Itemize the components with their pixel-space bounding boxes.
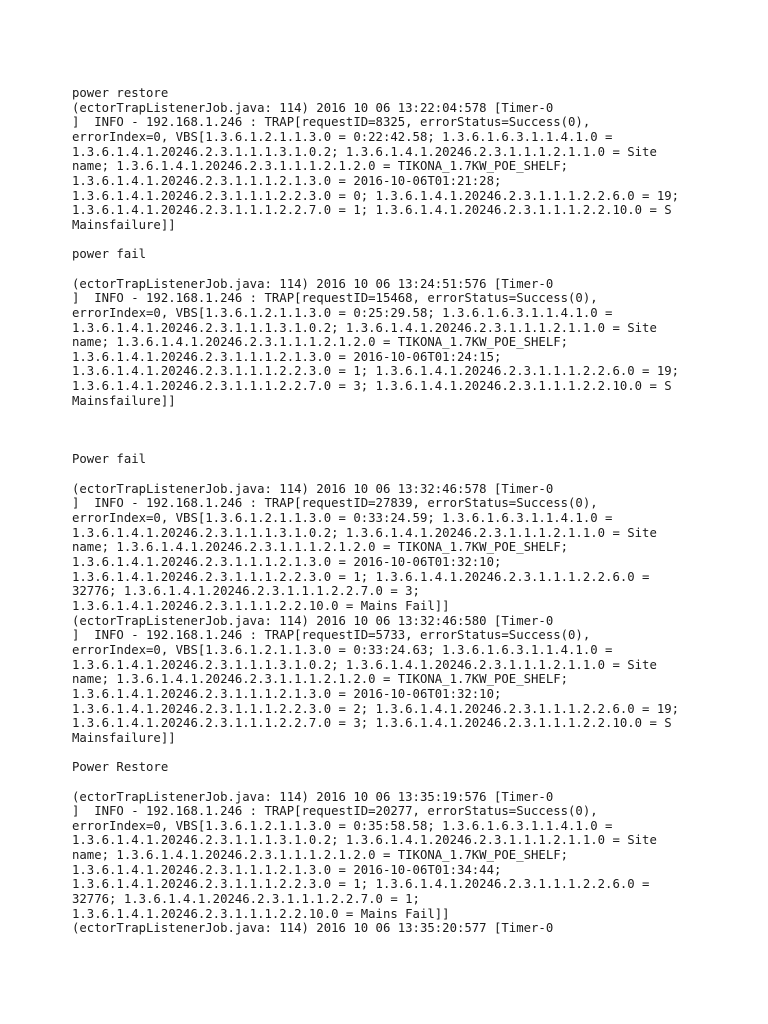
document-line: 1.3.6.1.4.1.20246.2.3.1.1.1.2.2.3.0 = 0; 1.3.6.1.4.1.20246.2.3.1.1.1.2.2.6.0 = 19; [72,188,680,203]
document-line: 1.3.6.1.4.1.20246.2.3.1.1.1.2.2.3.0 = 1; 1.3.6.1.4.1.20246.2.3.1.1.1.2.2.6.0 = [72,877,650,892]
document-line: 1.3.6.1.4.1.20246.2.3.1.1.1.2.1.3.0 = 2016-10-06T01:32:10; [72,686,502,701]
document-line: errorIndex=0, VBS[1.3.6.1.2.1.1.3.0 = 0:35:58.58; 1.3.6.1.6.3.1.1.4.1.0 = [72,818,613,833]
document-line [72,262,732,277]
document-line: name; 1.3.6.1.4.1.20246.2.3.1.1.1.2.1.2.0 = TIKONA_1.7KW_POE_SHELF; [72,335,569,350]
document-line: errorIndex=0, VBS[1.3.6.1.2.1.1.3.0 = 0:33:24.63; 1.3.6.1.6.3.1.1.4.1.0 = [72,642,613,657]
document-line: name; 1.3.6.1.4.1.20246.2.3.1.1.1.2.1.2.0 = TIKONA_1.7KW_POE_SHELF; [72,540,569,555]
document-line: Power fail [72,452,147,467]
document-line: ] INFO - 192.168.1.246 : TRAP[requestID=20277, errorStatus=Success(0), [72,804,598,819]
document-line: (ectorTrapListenerJob.java: 114) 2016 10 06 13:22:04:578 [Timer-0 [72,100,554,115]
document-line: 32776; 1.3.6.1.4.1.20246.2.3.1.1.1.2.2.7.0 = 3; [72,584,420,599]
document-line: ] INFO - 192.168.1.246 : TRAP[requestID=8325, errorStatus=Success(0), [72,115,591,130]
document-line: ] INFO - 192.168.1.246 : TRAP[requestID=27839, errorStatus=Success(0), [72,496,598,511]
document-line: 1.3.6.1.4.1.20246.2.3.1.1.1.3.1.0.2; 1.3.6.1.4.1.20246.2.3.1.1.1.2.1.1.0 = Site [72,320,657,335]
document-line: 1.3.6.1.4.1.20246.2.3.1.1.1.2.2.3.0 = 1; 1.3.6.1.4.1.20246.2.3.1.1.1.2.2.6.0 = 19; [72,364,680,379]
document-line: Mainsfailure]] [72,217,176,232]
document-line: power fail [72,247,147,262]
document-body [72,86,732,936]
document-line: name; 1.3.6.1.4.1.20246.2.3.1.1.1.2.1.2.0 = TIKONA_1.7KW_POE_SHELF; [72,159,569,174]
document-line: 1.3.6.1.4.1.20246.2.3.1.1.1.2.2.10.0 = Mains Fail]] [72,906,450,921]
document-line [72,423,732,438]
document-line: 1.3.6.1.4.1.20246.2.3.1.1.1.2.2.7.0 = 1; 1.3.6.1.4.1.20246.2.3.1.1.1.2.2.10.0 = S [72,203,672,218]
document-line: power restore [72,86,169,100]
document-line: name; 1.3.6.1.4.1.20246.2.3.1.1.1.2.1.2.0 = TIKONA_1.7KW_POE_SHELF; [72,672,569,687]
document-line: 1.3.6.1.4.1.20246.2.3.1.1.1.3.1.0.2; 1.3.6.1.4.1.20246.2.3.1.1.1.2.1.1.0 = Site [72,525,657,540]
document-line: Mainsfailure]] [72,730,176,745]
document-line [72,467,732,482]
document-line: ] INFO - 192.168.1.246 : TRAP[requestID=15468, errorStatus=Success(0), [72,291,598,306]
document-line: 1.3.6.1.4.1.20246.2.3.1.1.1.3.1.0.2; 1.3.6.1.4.1.20246.2.3.1.1.1.2.1.1.0 = Site [72,833,657,848]
document-line: ] INFO - 192.168.1.246 : TRAP[requestID=5733, errorStatus=Success(0), [72,628,591,643]
document-line: 1.3.6.1.4.1.20246.2.3.1.1.1.2.2.10.0 = Mains Fail]] [72,598,450,613]
document-line [72,775,732,790]
document-line: 32776; 1.3.6.1.4.1.20246.2.3.1.1.1.2.2.7.0 = 1; [72,892,420,907]
document-line: (ectorTrapListenerJob.java: 114) 2016 10 06 13:32:46:578 [Timer-0 [72,481,554,496]
document-line: (ectorTrapListenerJob.java: 114) 2016 10 06 13:35:19:576 [Timer-0 [72,789,554,804]
document-line: (ectorTrapListenerJob.java: 114) 2016 10 06 13:24:51:576 [Timer-0 [72,276,554,291]
document-line: 1.3.6.1.4.1.20246.2.3.1.1.1.2.1.3.0 = 2016-10-06T01:24:15; [72,349,502,364]
document-line: Power Restore [72,760,169,775]
document-line [72,408,732,423]
document-line: errorIndex=0, VBS[1.3.6.1.2.1.1.3.0 = 0:22:42.58; 1.3.6.1.6.3.1.1.4.1.0 = [72,129,613,144]
document-line: 1.3.6.1.4.1.20246.2.3.1.1.1.2.2.7.0 = 3; 1.3.6.1.4.1.20246.2.3.1.1.1.2.2.10.0 = S [72,379,672,394]
document-line: errorIndex=0, VBS[1.3.6.1.2.1.1.3.0 = 0:33:24.59; 1.3.6.1.6.3.1.1.4.1.0 = [72,511,613,526]
document-line: name; 1.3.6.1.4.1.20246.2.3.1.1.1.2.1.2.0 = TIKONA_1.7KW_POE_SHELF; [72,848,569,863]
document-line: 1.3.6.1.4.1.20246.2.3.1.1.1.3.1.0.2; 1.3.6.1.4.1.20246.2.3.1.1.1.2.1.1.0 = Site [72,657,657,672]
document-line: 1.3.6.1.4.1.20246.2.3.1.1.1.2.2.3.0 = 2; 1.3.6.1.4.1.20246.2.3.1.1.1.2.2.6.0 = 19; [72,701,680,716]
document-line [72,233,732,248]
document-line: (ectorTrapListenerJob.java: 114) 2016 10 06 13:32:46:580 [Timer-0 [72,613,554,628]
document-line: 1.3.6.1.4.1.20246.2.3.1.1.1.3.1.0.2; 1.3.6.1.4.1.20246.2.3.1.1.1.2.1.1.0 = Site [72,144,657,159]
document-line: 1.3.6.1.4.1.20246.2.3.1.1.1.2.1.3.0 = 2016-10-06T01:21:28; [72,173,502,188]
document-line: 1.3.6.1.4.1.20246.2.3.1.1.1.2.2.3.0 = 1; 1.3.6.1.4.1.20246.2.3.1.1.1.2.2.6.0 = [72,569,650,584]
document-line: 1.3.6.1.4.1.20246.2.3.1.1.1.2.1.3.0 = 2016-10-06T01:34:44; [72,862,502,877]
document-line [72,746,732,761]
document-line: errorIndex=0, VBS[1.3.6.1.2.1.1.3.0 = 0:25:29.58; 1.3.6.1.6.3.1.1.4.1.0 = [72,305,613,320]
document-line: Mainsfailure]] [72,393,176,408]
document-line: (ectorTrapListenerJob.java: 114) 2016 10 06 13:35:20:577 [Timer-0 [72,921,554,936]
document-line: 1.3.6.1.4.1.20246.2.3.1.1.1.2.2.7.0 = 3; 1.3.6.1.4.1.20246.2.3.1.1.1.2.2.10.0 = S [72,716,672,731]
document-line: 1.3.6.1.4.1.20246.2.3.1.1.1.2.1.3.0 = 2016-10-06T01:32:10; [72,555,502,569]
document-line [72,438,732,453]
